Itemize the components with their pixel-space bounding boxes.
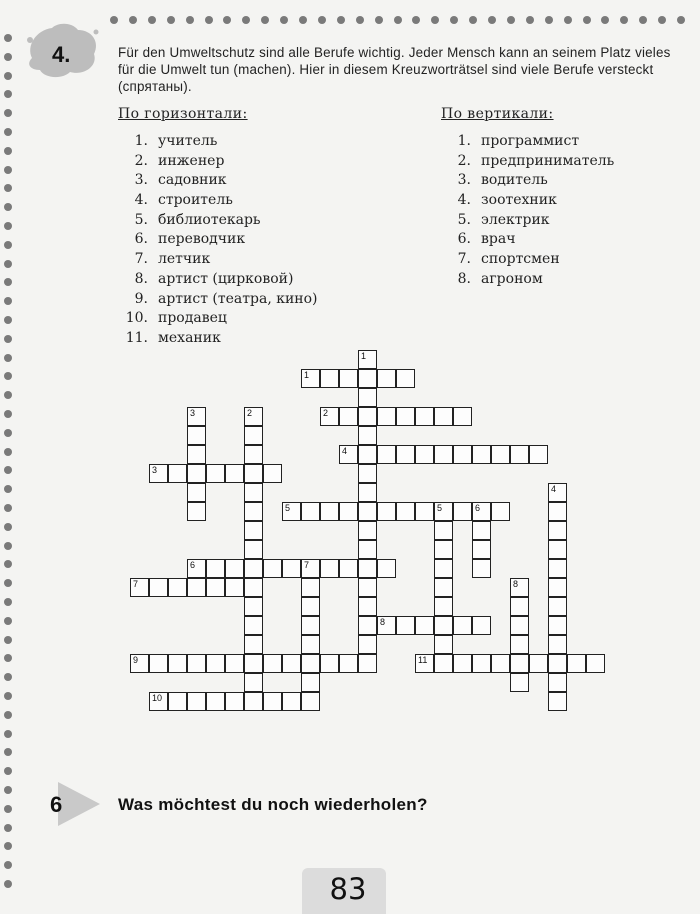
crossword-cell[interactable] bbox=[434, 445, 453, 464]
cell-number: 8 bbox=[380, 617, 386, 627]
crossword-cell[interactable] bbox=[377, 407, 396, 426]
border-dot bbox=[488, 16, 496, 24]
crossword-cell[interactable] bbox=[548, 673, 567, 692]
border-dot bbox=[4, 805, 12, 813]
border-dot bbox=[299, 16, 307, 24]
crossword-cell[interactable] bbox=[510, 616, 529, 635]
cell-number: 11 bbox=[418, 655, 428, 665]
border-dot bbox=[148, 16, 156, 24]
border-dot bbox=[4, 316, 12, 324]
border-dot bbox=[242, 16, 250, 24]
crossword-cell[interactable] bbox=[510, 578, 529, 597]
crossword-cell[interactable] bbox=[187, 502, 206, 521]
border-dot bbox=[4, 824, 12, 832]
cell-number: 5 bbox=[437, 503, 443, 513]
crossword-cell[interactable] bbox=[244, 521, 263, 540]
border-dot bbox=[4, 504, 12, 512]
crossword-cell[interactable] bbox=[453, 407, 472, 426]
crossword-cell[interactable] bbox=[225, 692, 244, 711]
border-dot bbox=[412, 16, 420, 24]
cell-number: 9 bbox=[133, 655, 139, 665]
border-dot bbox=[318, 16, 326, 24]
border-dot bbox=[280, 16, 288, 24]
clue-item: 7. спортсмен bbox=[457, 251, 560, 268]
crossword-cell[interactable] bbox=[301, 654, 320, 673]
border-dot bbox=[4, 410, 12, 418]
crossword-cell[interactable] bbox=[320, 502, 339, 521]
crossword-cell[interactable] bbox=[168, 654, 187, 673]
border-dot bbox=[4, 711, 12, 719]
crossword-cell[interactable] bbox=[301, 597, 320, 616]
crossword-cell[interactable] bbox=[339, 654, 358, 673]
crossword-cell[interactable] bbox=[358, 559, 377, 578]
crossword-cell[interactable] bbox=[548, 597, 567, 616]
crossword-cell[interactable] bbox=[358, 407, 377, 426]
crossword-cell[interactable] bbox=[149, 692, 168, 711]
crossword-cell[interactable] bbox=[548, 521, 567, 540]
crossword-cell[interactable] bbox=[472, 654, 491, 673]
border-dot bbox=[4, 335, 12, 343]
crossword-cell[interactable] bbox=[415, 407, 434, 426]
border-dot bbox=[186, 16, 194, 24]
crossword-cell[interactable] bbox=[453, 616, 472, 635]
crossword-cell[interactable] bbox=[244, 597, 263, 616]
clue-item: 2. инженер bbox=[134, 152, 225, 169]
crossword-cell[interactable] bbox=[358, 388, 377, 407]
clue-item: 3. водитель bbox=[457, 172, 548, 189]
cell-number: 5 bbox=[285, 503, 291, 513]
crossword-cell[interactable] bbox=[187, 654, 206, 673]
crossword-cell[interactable] bbox=[548, 635, 567, 654]
vertical-heading: По вертикали: bbox=[441, 106, 554, 122]
crossword-cell[interactable] bbox=[168, 692, 187, 711]
border-dot bbox=[4, 861, 12, 869]
border-dot bbox=[4, 560, 12, 568]
border-dot bbox=[583, 16, 591, 24]
exercise-number: 4. bbox=[52, 42, 71, 67]
crossword-cell[interactable] bbox=[149, 464, 168, 483]
crossword-cell[interactable] bbox=[206, 692, 225, 711]
crossword-cell[interactable] bbox=[377, 369, 396, 388]
clue-item: 4. строитель bbox=[134, 192, 233, 209]
border-dot bbox=[4, 354, 12, 362]
crossword-cell[interactable] bbox=[415, 445, 434, 464]
crossword-cell[interactable] bbox=[548, 483, 567, 502]
crossword-cell[interactable] bbox=[225, 464, 244, 483]
crossword-cell[interactable] bbox=[187, 578, 206, 597]
border-dot bbox=[4, 748, 12, 756]
crossword-cell[interactable] bbox=[548, 559, 567, 578]
crossword-cell[interactable] bbox=[244, 426, 263, 445]
clue-item: 1. программист bbox=[457, 133, 580, 149]
cell-number: 4 bbox=[551, 484, 557, 494]
crossword-cell[interactable] bbox=[225, 559, 244, 578]
clue-item: 6. врач bbox=[457, 231, 516, 248]
cell-number: 4 bbox=[342, 446, 348, 456]
crossword-cell[interactable] bbox=[529, 654, 548, 673]
crossword-cell[interactable] bbox=[358, 635, 377, 654]
border-dot bbox=[4, 90, 12, 98]
cell-number: 1 bbox=[304, 370, 310, 380]
crossword-cell[interactable] bbox=[187, 407, 206, 426]
border-dot bbox=[4, 466, 12, 474]
border-dot bbox=[4, 372, 12, 380]
crossword-cell[interactable] bbox=[301, 692, 320, 711]
crossword-cell[interactable] bbox=[301, 502, 320, 521]
crossword-cell[interactable] bbox=[491, 654, 510, 673]
crossword-cell[interactable] bbox=[244, 445, 263, 464]
crossword-cell[interactable] bbox=[510, 445, 529, 464]
border-dot bbox=[564, 16, 572, 24]
crossword-cell[interactable] bbox=[225, 654, 244, 673]
crossword-cell[interactable] bbox=[187, 483, 206, 502]
border-dot bbox=[337, 16, 345, 24]
border-dot bbox=[129, 16, 137, 24]
crossword-cell[interactable] bbox=[548, 616, 567, 635]
border-dot bbox=[4, 72, 12, 80]
border-dot bbox=[4, 542, 12, 550]
crossword-cell[interactable] bbox=[244, 540, 263, 559]
cell-number: 10 bbox=[152, 693, 163, 703]
clue-item: 7. летчик bbox=[134, 251, 211, 268]
crossword-cell[interactable] bbox=[187, 464, 206, 483]
crossword-cell[interactable] bbox=[434, 635, 453, 654]
border-dot bbox=[4, 203, 12, 211]
crossword-cell[interactable] bbox=[510, 597, 529, 616]
border-dot bbox=[4, 53, 12, 61]
crossword-cell[interactable] bbox=[301, 673, 320, 692]
crossword-cell[interactable] bbox=[168, 578, 187, 597]
crossword-cell[interactable] bbox=[168, 464, 187, 483]
crossword-cell[interactable] bbox=[358, 540, 377, 559]
clue-item: 4. зоотехник bbox=[457, 192, 557, 209]
border-dot bbox=[545, 16, 553, 24]
crossword-cell[interactable] bbox=[472, 502, 491, 521]
crossword-cell[interactable] bbox=[396, 616, 415, 635]
border-dot bbox=[4, 429, 12, 437]
crossword-cell[interactable] bbox=[434, 559, 453, 578]
cell-number: 3 bbox=[190, 408, 196, 418]
crossword-cell[interactable] bbox=[263, 692, 282, 711]
crossword-cell[interactable] bbox=[244, 654, 263, 673]
border-dot bbox=[110, 16, 118, 24]
horizontal-clues bbox=[118, 106, 318, 349]
clue-item: 11. механик bbox=[125, 329, 221, 346]
border-dot bbox=[4, 184, 12, 192]
crossword-cell[interactable] bbox=[377, 502, 396, 521]
crossword-cell[interactable] bbox=[491, 445, 510, 464]
crossword-cell[interactable] bbox=[434, 502, 453, 521]
crossword-cell[interactable] bbox=[434, 616, 453, 635]
crossword-cell[interactable] bbox=[206, 578, 225, 597]
crossword-cell[interactable] bbox=[339, 502, 358, 521]
crossword-cell[interactable] bbox=[263, 559, 282, 578]
border-dot bbox=[4, 730, 12, 738]
border-dot bbox=[4, 880, 12, 888]
border-dot bbox=[167, 16, 175, 24]
clue-item: 10. продавец bbox=[125, 310, 227, 327]
section-number: 6 bbox=[50, 792, 63, 817]
crossword-cell[interactable] bbox=[301, 635, 320, 654]
cell-number: 2 bbox=[247, 408, 253, 418]
crossword-cell[interactable] bbox=[282, 502, 301, 521]
border-dot bbox=[639, 16, 647, 24]
crossword-cell[interactable] bbox=[358, 464, 377, 483]
crossword-cell[interactable] bbox=[472, 616, 491, 635]
clue-item: 2. предприниматель bbox=[457, 152, 615, 169]
crossword-cell[interactable] bbox=[206, 559, 225, 578]
border-dot bbox=[4, 297, 12, 305]
crossword-cell[interactable] bbox=[453, 445, 472, 464]
crossword-cell[interactable] bbox=[377, 616, 396, 635]
border-dot bbox=[450, 16, 458, 24]
border-dot bbox=[4, 166, 12, 174]
clue-item: 9. артист (театра, кино) bbox=[134, 290, 318, 307]
crossword-cell[interactable] bbox=[434, 597, 453, 616]
border-dot bbox=[4, 767, 12, 775]
crossword-cell[interactable] bbox=[434, 407, 453, 426]
crossword-cell[interactable] bbox=[358, 445, 377, 464]
crossword-cell[interactable] bbox=[548, 578, 567, 597]
crossword-cell[interactable] bbox=[339, 369, 358, 388]
crossword-cell[interactable] bbox=[548, 540, 567, 559]
border-dot bbox=[4, 109, 12, 117]
crossword-cell[interactable] bbox=[567, 654, 586, 673]
horizontal-heading: По горизонтали: bbox=[118, 106, 248, 122]
crossword-cell[interactable] bbox=[358, 654, 377, 673]
clue-item: 8. агроном bbox=[457, 270, 543, 287]
crossword-cell[interactable] bbox=[187, 559, 206, 578]
border-dot bbox=[205, 16, 213, 24]
border-dot bbox=[601, 16, 609, 24]
crossword-cell[interactable] bbox=[244, 407, 263, 426]
border-dot bbox=[469, 16, 477, 24]
cell-number: 8 bbox=[513, 579, 519, 589]
crossword-cell[interactable] bbox=[358, 597, 377, 616]
border-dot bbox=[620, 16, 628, 24]
crossword-cell[interactable] bbox=[149, 654, 168, 673]
crossword-cell[interactable] bbox=[263, 464, 282, 483]
crossword-cell[interactable] bbox=[301, 616, 320, 635]
crossword-cell[interactable] bbox=[206, 654, 225, 673]
crossword-cell[interactable] bbox=[320, 407, 339, 426]
crossword-cell[interactable] bbox=[301, 578, 320, 597]
crossword-cell[interactable] bbox=[149, 578, 168, 597]
crossword-cell[interactable] bbox=[586, 654, 605, 673]
crossword-cell[interactable] bbox=[358, 369, 377, 388]
border-dot bbox=[394, 16, 402, 24]
crossword-cell[interactable] bbox=[263, 654, 282, 673]
cell-number: 2 bbox=[323, 408, 329, 418]
border-dot bbox=[4, 485, 12, 493]
border-dot bbox=[4, 222, 12, 230]
clue-item: 1. учитель bbox=[134, 133, 218, 149]
crossword-cell[interactable] bbox=[434, 540, 453, 559]
crossword-cell[interactable] bbox=[358, 578, 377, 597]
border-dot bbox=[4, 391, 12, 399]
crossword-cell[interactable] bbox=[206, 464, 225, 483]
cell-number: 7 bbox=[133, 579, 139, 589]
border-dot bbox=[4, 842, 12, 850]
cell-number: 7 bbox=[304, 560, 310, 570]
crossword-cell[interactable] bbox=[244, 559, 263, 578]
crossword-cell[interactable] bbox=[244, 502, 263, 521]
crossword-cell[interactable] bbox=[548, 502, 567, 521]
crossword-cell[interactable] bbox=[244, 692, 263, 711]
crossword-cell[interactable] bbox=[187, 692, 206, 711]
crossword-cell[interactable] bbox=[415, 616, 434, 635]
crossword-cell[interactable] bbox=[510, 673, 529, 692]
border-dot bbox=[4, 692, 12, 700]
crossword-cell[interactable] bbox=[472, 521, 491, 540]
crossword-cell[interactable] bbox=[244, 635, 263, 654]
border-dot bbox=[4, 448, 12, 456]
border-dot bbox=[677, 16, 685, 24]
crossword-cell[interactable] bbox=[339, 407, 358, 426]
border-dot bbox=[4, 617, 12, 625]
border-dot bbox=[507, 16, 515, 24]
clue-item: 6. переводчик bbox=[134, 231, 246, 248]
crossword-cell[interactable] bbox=[320, 559, 339, 578]
border-dot bbox=[526, 16, 534, 24]
crossword-cell[interactable] bbox=[358, 426, 377, 445]
page-number: 83 bbox=[329, 872, 367, 906]
border-dot bbox=[261, 16, 269, 24]
crossword-cell[interactable] bbox=[130, 654, 149, 673]
crossword-cell[interactable] bbox=[301, 369, 320, 388]
crossword-cell[interactable] bbox=[548, 654, 567, 673]
crossword-cell[interactable] bbox=[244, 616, 263, 635]
crossword-cell[interactable] bbox=[434, 578, 453, 597]
crossword-cell[interactable] bbox=[339, 559, 358, 578]
crossword-cell[interactable] bbox=[301, 559, 320, 578]
border-dot bbox=[658, 16, 666, 24]
border-dot bbox=[4, 523, 12, 531]
border-dot bbox=[4, 654, 12, 662]
crossword-cell[interactable] bbox=[358, 521, 377, 540]
clue-item: 8. артист (цирковой) bbox=[134, 270, 294, 287]
border-dot bbox=[4, 636, 12, 644]
crossword-cell[interactable] bbox=[358, 616, 377, 635]
crossword-cell[interactable] bbox=[339, 445, 358, 464]
crossword-cell[interactable] bbox=[187, 445, 206, 464]
crossword-cell[interactable] bbox=[396, 445, 415, 464]
border-dot bbox=[4, 579, 12, 587]
clue-item: 5. библиотекарь bbox=[134, 211, 261, 228]
crossword-cell[interactable] bbox=[453, 654, 472, 673]
border-dot bbox=[223, 16, 231, 24]
crossword-cell[interactable] bbox=[396, 369, 415, 388]
crossword-cell[interactable] bbox=[510, 654, 529, 673]
crossword-cell[interactable] bbox=[491, 502, 510, 521]
clue-item: 5. электрик bbox=[457, 211, 550, 228]
vertical-clues bbox=[441, 106, 614, 290]
crossword-cell[interactable] bbox=[358, 502, 377, 521]
clue-item: 3. садовник bbox=[134, 172, 227, 189]
crossword-cell[interactable] bbox=[282, 654, 301, 673]
crossword-cell[interactable] bbox=[187, 426, 206, 445]
border-dot bbox=[4, 260, 12, 268]
crossword-cell[interactable] bbox=[244, 464, 263, 483]
cell-number: 1 bbox=[361, 351, 367, 361]
crossword-cell[interactable] bbox=[320, 369, 339, 388]
crossword-cell[interactable] bbox=[244, 578, 263, 597]
crossword-cell[interactable] bbox=[225, 578, 244, 597]
crossword-cell[interactable] bbox=[529, 445, 548, 464]
crossword-cell[interactable] bbox=[130, 578, 149, 597]
border-dot bbox=[4, 147, 12, 155]
crossword-cell[interactable] bbox=[377, 559, 396, 578]
crossword-cell[interactable] bbox=[472, 445, 491, 464]
exercise-intro: Für den Umweltschutz sind alle Berufe wichtig. Jeder Mensch kann an seinem Platz vieles für die Umwelt tun (machen). Hier in diesem Kreuzworträtsel sind viele Berufe versteckt (спрятаны). bbox=[118, 45, 671, 94]
cell-number: 6 bbox=[475, 503, 481, 513]
crossword-cell[interactable] bbox=[282, 692, 301, 711]
cell-number: 6 bbox=[190, 560, 196, 570]
crossword-cell[interactable] bbox=[453, 502, 472, 521]
border-dot bbox=[4, 598, 12, 606]
border-dot bbox=[4, 241, 12, 249]
cell-number: 3 bbox=[152, 465, 158, 475]
border-dot bbox=[431, 16, 439, 24]
crossword-cell[interactable] bbox=[320, 654, 339, 673]
crossword-cell[interactable] bbox=[472, 559, 491, 578]
crossword-cell[interactable] bbox=[510, 635, 529, 654]
crossword-cell[interactable] bbox=[434, 654, 453, 673]
border-dot bbox=[4, 278, 12, 286]
crossword-cell[interactable] bbox=[472, 540, 491, 559]
border-dot bbox=[4, 786, 12, 794]
crossword-cell[interactable] bbox=[244, 673, 263, 692]
crossword-cell[interactable] bbox=[377, 445, 396, 464]
crossword-cell[interactable] bbox=[396, 407, 415, 426]
crossword-cell[interactable] bbox=[415, 502, 434, 521]
crossword-cell[interactable] bbox=[415, 654, 434, 673]
crossword-cell[interactable] bbox=[548, 692, 567, 711]
border-dot bbox=[4, 128, 12, 136]
crossword-cell[interactable] bbox=[358, 483, 377, 502]
crossword-cell[interactable] bbox=[244, 483, 263, 502]
crossword-cell[interactable] bbox=[434, 521, 453, 540]
section-question: Was möchtest du noch wiederholen? bbox=[118, 795, 428, 814]
border-dot bbox=[4, 673, 12, 681]
border-dot bbox=[375, 16, 383, 24]
crossword-cell[interactable] bbox=[282, 559, 301, 578]
border-dot bbox=[4, 34, 12, 42]
crossword-cell[interactable] bbox=[358, 350, 377, 369]
border-dot bbox=[356, 16, 364, 24]
crossword-cell[interactable] bbox=[396, 502, 415, 521]
